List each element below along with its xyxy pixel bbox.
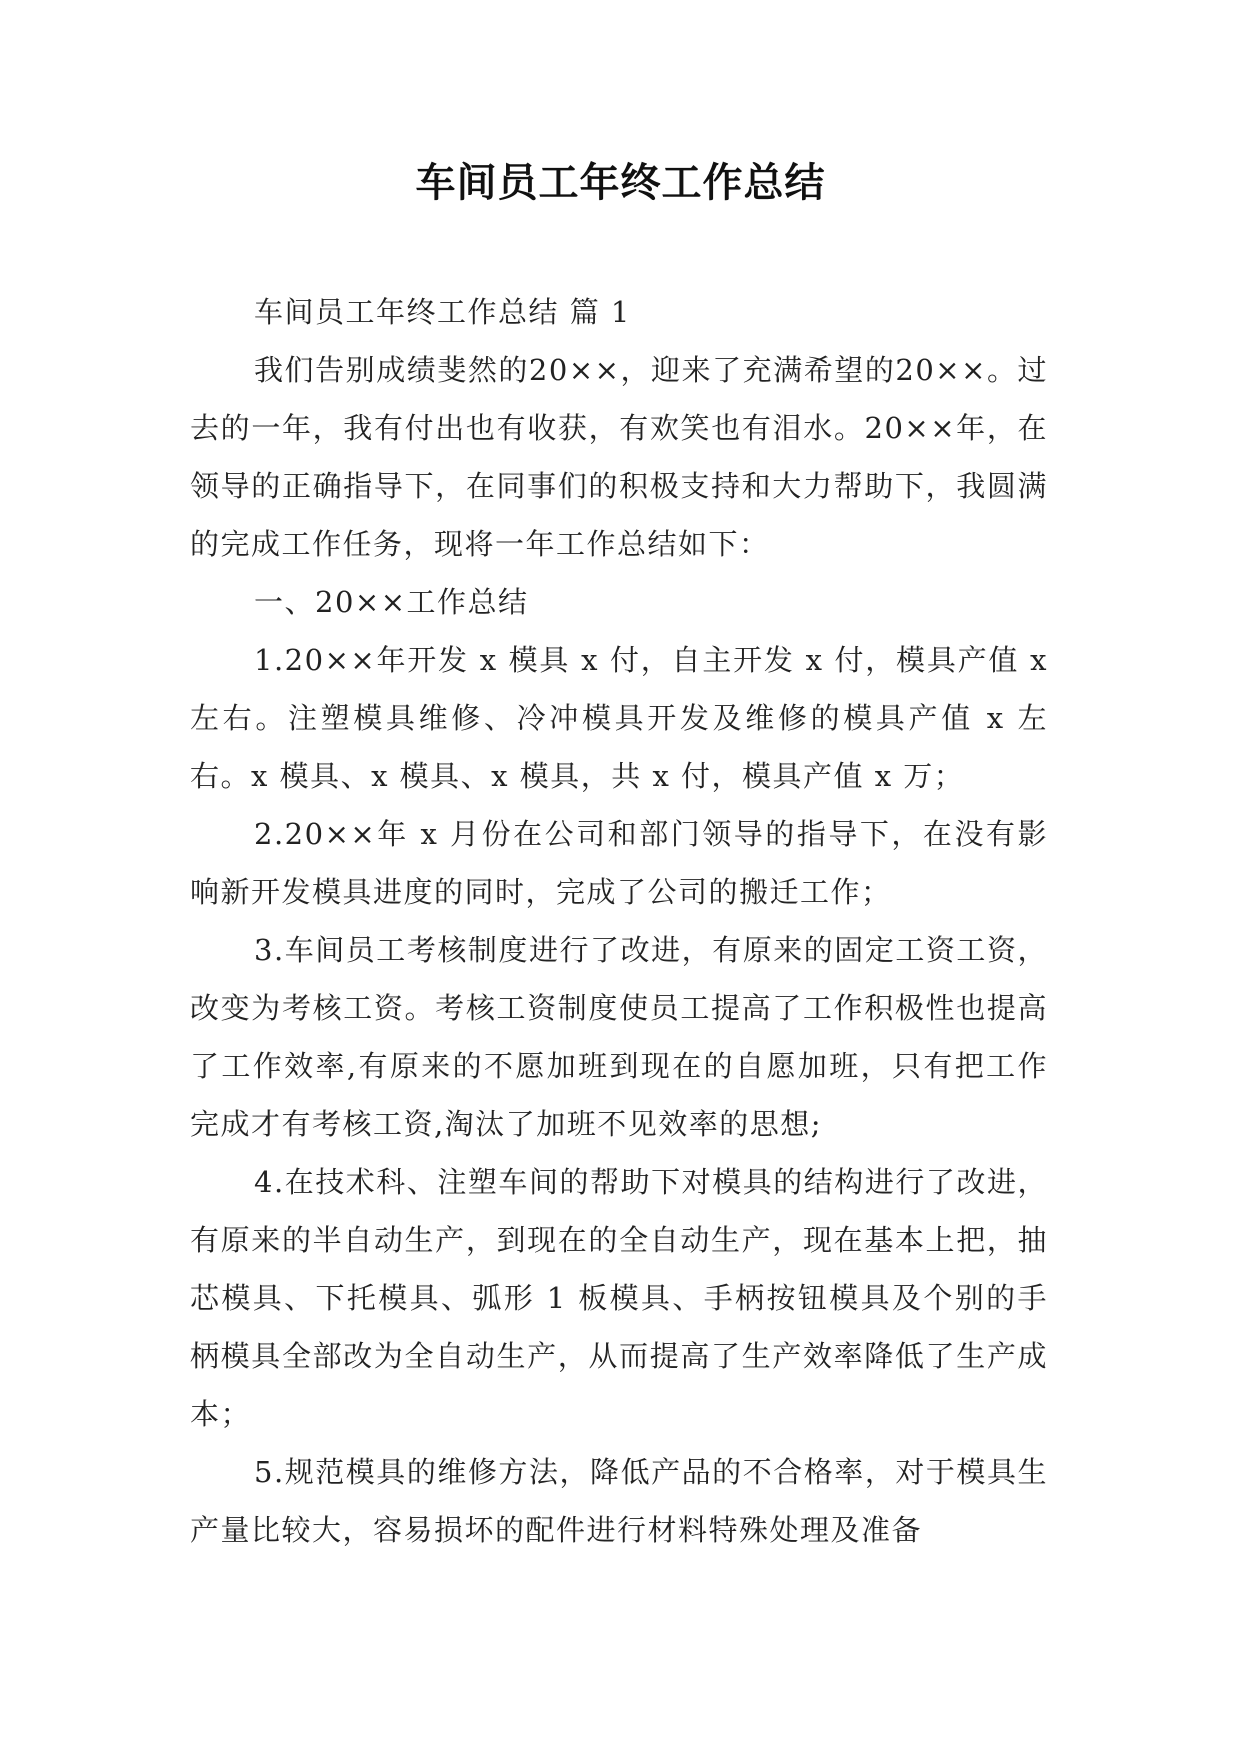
item-4-paragraph: 4.在技术科、注塑车间的帮助下对模具的结构进行了改进，有原来的半自动生产，到现在的全自动生产，现在基本上把，抽芯模具、下托模具、弧形 1 板模具、手柄按钮模具及个别的手柄模具全部改为全自动生产，从而提高了生产效率降低了生产成本； — [190, 1165, 1048, 1431]
section-heading: 车间员工年终工作总结 篇 1 — [254, 295, 631, 329]
item-5-paragraph: 5.规范模具的维修方法，降低产品的不合格率，对于模具生产量比较大，容易损坏的配件进行材料特殊处理及准备 — [190, 1455, 1048, 1547]
summary-heading: 一、20××工作总结 — [254, 585, 529, 619]
intro-paragraph: 我们告别成绩斐然的20××，迎来了充满希望的20××。过去的一年，我有付出也有收获，有欢笑也有泪水。20××年，在领导的正确指导下，在同事们的积极支持和大力帮助下，我圆满的完成工作任务，现将一年工作总结如下： — [190, 353, 1048, 561]
document-title: 车间员工年终工作总结 — [415, 160, 826, 206]
item-3-paragraph: 3.车间员工考核制度进行了改进，有原来的固定工资工资，改变为考核工资。考核工资制度使员工提高了工作积极性也提高了工作效率,有原来的不愿加班到现在的自愿加班，只有把工作完成才有考核工资,淘汰了加班不见效率的思想; — [190, 933, 1048, 1141]
document-body — [190, 283, 1048, 1559]
item-1-paragraph: 1.20××年开发 x 模具 x 付，自主开发 x 付，模具产值 x 左右。注塑模具维修、冷冲模具开发及维修的模具产值 x 左右。x 模具、x 模具、x 模具，共 x 付，模具产值 x 万； — [190, 643, 1048, 793]
item-2-paragraph: 2.20××年 x 月份在公司和部门领导的指导下，在没有影响新开发模具进度的同时，完成了公司的搬迁工作； — [190, 817, 1048, 909]
